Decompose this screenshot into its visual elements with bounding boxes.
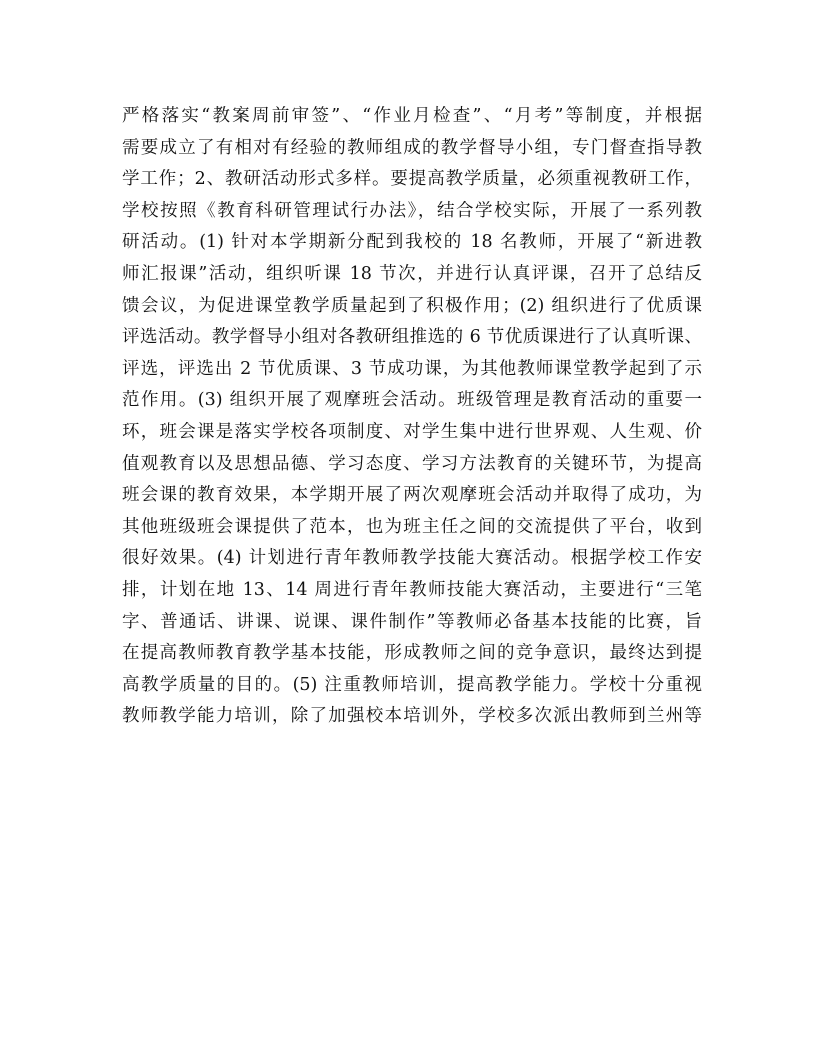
text-line: 字、普通话、讲课、说课、课件制作”等教师必备基本技能的比赛，旨 (122, 611, 702, 632)
text-line: 高教学质量的目的。(5) 注重教师培训，提高教学能力。学校十分重视 (122, 674, 702, 695)
text-line: 学校按照《教育科研管理试行办法》，结合学校实际，开展了一系列教 (122, 200, 702, 221)
text-line: 很好效果。(4) 计划进行青年教师教学技能大赛活动。根据学校工作安 (122, 548, 702, 569)
text-line: 在提高教师教育教学基本技能，形成教师之间的竞争意识，最终达到提 (122, 643, 702, 664)
text-line: 其他班级班会课提供了范本，也为班主任之间的交流提供了平台，收到 (122, 516, 702, 537)
text-line: 师汇报课”活动，组织听课 18 节次，并进行认真评课，召开了总结反 (122, 263, 702, 284)
text-line: 环，班会课是落实学校各项制度、对学生集中进行世界观、人生观、价 (122, 421, 702, 442)
text-line: 学工作；2、教研活动形式多样。要提高教学质量，必须重视教研工作， (122, 169, 702, 190)
text-line: 严格落实“教案周前审签”、“作业月检查”、“月考”等制度，并根据 (122, 106, 702, 126)
text-line: 评选，评选出 2 节优质课、3 节成功课，为其他教师课堂教学起到了示 (122, 358, 702, 379)
body-text (122, 101, 702, 733)
text-line: 范作用。(3) 组织开展了观摩班会活动。班级管理是教育活动的重要一 (122, 390, 702, 411)
text-line: 排，计划在地 13、14 周进行青年教师技能大赛活动，主要进行“三笔 (122, 579, 702, 600)
text-line: 教师教学能力培训，除了加强校本培训外，学校多次派出教师到兰州等 (122, 706, 702, 727)
text-line: 班会课的教育效果，本学期开展了两次观摩班会活动并取得了成功，为 (122, 485, 702, 506)
text-line: 评选活动。教学督导小组对各教研组推选的 6 节优质课进行了认真听课、 (122, 327, 702, 348)
text-line: 研活动。(1) 针对本学期新分配到我校的 18 名教师，开展了“新进教 (122, 232, 702, 253)
text-line: 值观教育以及思想品德、学习态度、学习方法教育的关键环节，为提高 (122, 453, 702, 474)
text-line: 需要成立了有相对有经验的教师组成的教学督导小组，专门督查指导教 (122, 137, 702, 158)
text-line: 馈会议，为促进课堂教学质量起到了积极作用；(2) 组织进行了优质课 (122, 295, 702, 316)
